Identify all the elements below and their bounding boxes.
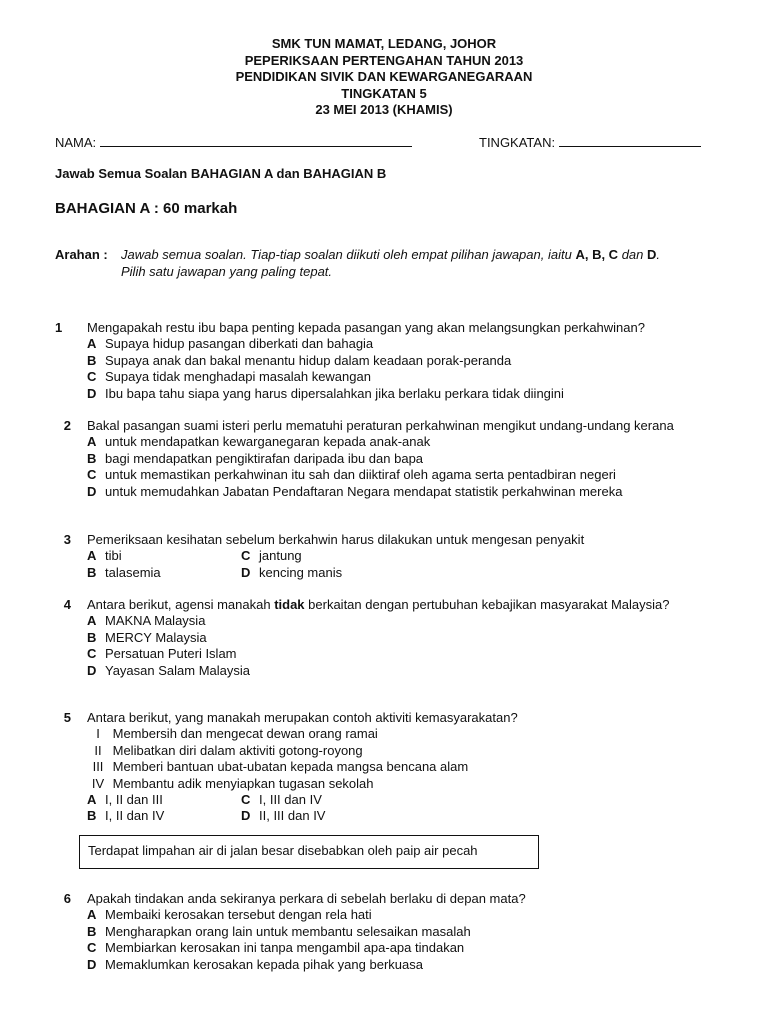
option-text: Ibu bapa tahu siapa yang harus dipersalahkan jika berlaku perkara tidak diingini (105, 385, 564, 401)
option-letter: D (87, 385, 97, 401)
option-a[interactable] (87, 548, 122, 564)
instructions-line-1: Jawab semua soalan. Tiap-tiap soalan diikuti oleh empat pilihan jawapan, iaitu (121, 247, 572, 262)
instructions-label: Arahan : (55, 247, 108, 262)
option-b[interactable] (87, 924, 725, 940)
roman-numeral: III (92, 759, 104, 775)
statement-text: Melibatkan diri dalam aktiviti gotong-royong (112, 742, 363, 758)
name-label: NAMA: (55, 135, 97, 150)
option-text: II, III dan IV (259, 808, 326, 824)
instructions-choices: A, B, C (575, 247, 619, 262)
statement-text: Membantu adik menyiapkan tugasan sekolah (112, 775, 374, 791)
option-c[interactable] (241, 792, 322, 808)
stem-part: berkaitan dengan pertubuhan kebajikan masyarakat Malaysia? (308, 597, 670, 612)
stem-part: Antara berikut, agensi manakah (87, 597, 271, 612)
question-stem: Mengapakah restu ibu bapa penting kepada pasangan yang akan melangsungkan perkahwinan? (87, 320, 645, 335)
statement-ii (87, 743, 725, 759)
question-stem: Pemeriksaan kesihatan sebelum berkahwin harus dilakukan untuk mengesan penyakit (87, 532, 585, 547)
option-letter: B (87, 808, 97, 824)
option-b[interactable] (87, 353, 725, 369)
option-text: untuk memastikan perkahwinan itu sah dan diiktiraf oleh agama serta pentadbiran negeri (105, 467, 616, 483)
exam-header (0, 36, 768, 119)
option-text: I, III dan IV (259, 792, 322, 808)
question-stem (87, 597, 725, 613)
option-letter: B (87, 352, 97, 368)
options-row-2 (87, 565, 725, 581)
class-label: TINGKATAN: (479, 135, 556, 150)
question-number: 1 (55, 320, 63, 335)
option-letter: D (241, 564, 251, 580)
option-c[interactable] (87, 467, 725, 483)
option-text: Mengharapkan orang lain untuk membantu selesaikan masalah (105, 923, 471, 939)
option-text: talasemia (105, 564, 161, 580)
question-number: 5 (63, 710, 71, 725)
option-letter: A (87, 548, 97, 564)
option-c[interactable] (87, 646, 725, 662)
question-number: 6 (63, 891, 71, 906)
class-blank-line (559, 134, 701, 147)
statement-iii (87, 759, 725, 775)
options-row-1 (87, 548, 725, 564)
option-letter: A (87, 613, 97, 629)
question-stem: Antara berikut, yang manakah merupakan contoh aktiviti kemasyarakatan? (87, 710, 518, 725)
option-letter: C (87, 369, 97, 385)
option-text: bagi mendapatkan pengiktirafan daripada ibu dan bapa (105, 450, 424, 466)
option-letter: B (87, 564, 97, 580)
question-stem: Apakah tindakan anda sekiranya perkara di sebelah berlaku di depan mata? (87, 891, 526, 906)
class-field (479, 134, 701, 150)
instructions-line-2: Pilih satu jawapan yang paling tepat. (121, 264, 333, 279)
option-c[interactable] (241, 548, 302, 564)
option-b[interactable] (87, 630, 725, 646)
question-1 (55, 320, 725, 402)
option-letter: A (87, 907, 97, 923)
option-d[interactable] (241, 808, 325, 824)
option-letter: B (87, 450, 97, 466)
exam-title: PEPERIKSAAN PERTENGAHAN TAHUN 2013 (244, 52, 524, 68)
option-c[interactable] (87, 369, 725, 385)
option-letter: C (241, 792, 251, 808)
question-6 (55, 891, 725, 973)
option-letter: D (87, 483, 97, 499)
option-d[interactable] (87, 484, 725, 500)
form-level: TINGKATAN 5 (341, 85, 427, 101)
instructions-text: Jawab semua soalan. Tiap-tiap soalan diikuti oleh empat pilihan jawapan, iaitu A, B, C dan D. Pilih satu jawapan yang paling tepat. (121, 246, 741, 280)
option-letter: A (87, 336, 97, 352)
subject-title: PENDIDIKAN SIVIK DAN KEWARGANEGARAAN (235, 69, 533, 84)
option-letter: A (87, 434, 97, 450)
option-a[interactable] (87, 907, 725, 923)
option-a[interactable] (87, 434, 725, 450)
option-d[interactable] (87, 386, 725, 402)
option-text: Membiarkan kerosakan ini tanpa mengambil apa-apa tindakan (105, 940, 465, 956)
scenario-box: Terdapat limpahan air di jalan besar disebabkan oleh paip air pecah (79, 835, 539, 869)
option-text: I, II dan IV (105, 808, 165, 824)
option-text: tibi (105, 548, 122, 564)
option-text: Supaya hidup pasangan diberkati dan bahagia (105, 336, 374, 352)
option-text: MERCY Malaysia (105, 629, 207, 645)
option-a[interactable] (87, 792, 163, 808)
option-letter: A (87, 792, 97, 808)
question-number: 4 (63, 597, 71, 612)
name-blank-line (100, 134, 412, 147)
option-text: untuk memudahkan Jabatan Pendaftaran Negara mendapat statistik perkahwinan mereka (105, 483, 623, 499)
instructions-last-choice: D (647, 247, 657, 262)
option-letter: D (241, 808, 251, 824)
option-letter: B (87, 923, 97, 939)
option-letter: D (87, 662, 97, 678)
option-text: Memaklumkan kerosakan kepada pihak yang berkuasa (105, 956, 423, 972)
school-name: SMK TUN MAMAT, LEDANG, JOHOR (271, 36, 497, 51)
exam-date: 23 MEI 2013 (KHAMIS) (315, 102, 453, 117)
option-text: I, II dan III (105, 792, 163, 808)
option-letter: C (87, 467, 97, 483)
roman-numeral: I (96, 726, 100, 742)
question-4 (55, 597, 725, 679)
statement-text: Membersih dan mengecat dewan orang ramai (112, 726, 378, 742)
stem-emphasis: tidak (274, 597, 305, 612)
general-instruction: Jawab Semua Soalan BAHAGIAN A dan BAHAGIAN B (55, 166, 387, 181)
option-letter: D (87, 956, 97, 972)
statement-i (87, 726, 725, 742)
option-text: MAKNA Malaysia (105, 613, 206, 629)
name-field (55, 134, 412, 150)
question-3 (55, 532, 725, 581)
option-a[interactable] (87, 336, 725, 352)
option-a[interactable] (87, 613, 725, 629)
option-b[interactable] (87, 451, 725, 467)
option-text: Persatuan Puteri Islam (105, 646, 237, 662)
question-stem: Bakal pasangan suami isteri perlu mematuhi peraturan perkahwinan mengikut undang-undang kerana (87, 418, 674, 433)
question-5 (55, 710, 725, 825)
options-row-2 (87, 808, 725, 824)
option-b[interactable] (87, 808, 164, 824)
option-text: Supaya anak dan bakal menantu hidup dalam keadaan porak-peranda (105, 352, 512, 368)
option-d[interactable] (241, 565, 342, 581)
question-number: 3 (63, 532, 71, 547)
option-letter: B (87, 629, 97, 645)
option-d[interactable] (87, 957, 725, 973)
option-letter: C (241, 548, 251, 564)
question-2 (55, 418, 725, 500)
student-info-row (55, 134, 715, 152)
option-text: jantung (259, 548, 302, 564)
roman-numeral: IV (91, 775, 105, 791)
section-title: BAHAGIAN A : 60 markah (55, 200, 238, 217)
option-b[interactable] (87, 565, 161, 581)
instructions-dan: dan (621, 247, 644, 262)
statement-iv (87, 776, 725, 792)
option-c[interactable] (87, 940, 725, 956)
statement-text: Memberi bantuan ubat-ubatan kepada mangsa bencana alam (112, 759, 469, 775)
option-text: untuk mendapatkan kewarganegaran kepada anak-anak (105, 434, 431, 450)
options-row-1 (87, 792, 725, 808)
option-text: Membaiki kerosakan tersebut dengan rela hati (105, 907, 372, 923)
question-number: 2 (63, 418, 71, 433)
option-letter: C (87, 646, 97, 662)
option-text: Supaya tidak menghadapi masalah kewangan (105, 369, 371, 385)
option-letter: C (87, 940, 97, 956)
option-d[interactable] (87, 663, 725, 679)
option-text: kencing manis (259, 564, 343, 580)
roman-numeral: II (94, 742, 102, 758)
option-text: Yayasan Salam Malaysia (105, 662, 250, 678)
